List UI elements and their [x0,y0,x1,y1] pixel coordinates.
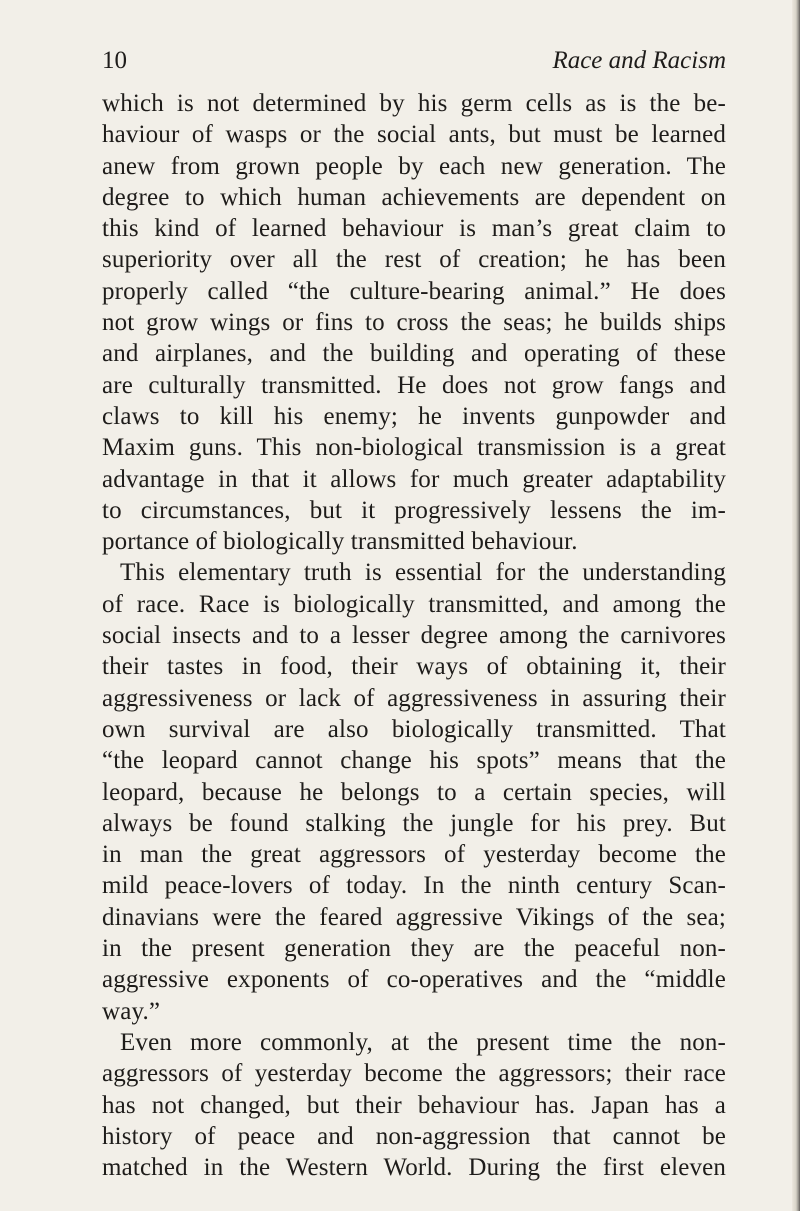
page-number: 10 [102,47,127,74]
text-line: superiority over all the rest of creation; he has been [102,246,726,274]
text-line: dinavians were the feared aggressive Vikings of the sea; [102,903,726,931]
text-line: Maxim guns. This non-biological transmission is a great [102,434,726,462]
paragraph-3 [102,1027,726,1183]
text-line: in man the great aggressors of yesterday become the [102,841,726,869]
text-line: to circumstances, but it progressively lessens the im- [102,496,726,524]
text-line: Even more commonly, at the present time the non- [120,1028,726,1056]
text-line: in the present generation they are the peaceful non- [102,935,726,963]
text-line: haviour of wasps or the social ants, but must be learned [102,121,726,149]
text-line: properly called “the culture-bearing animal.” He does [102,277,726,305]
text-line: and airplanes, and the building and operating of these [102,340,726,368]
text-line: own survival are also biologically transmitted. That [102,715,726,743]
text-line: anew from grown people by each new generation. The [102,152,726,180]
text-line: advantage in that it allows for much greater adaptability [102,465,726,493]
body-text [102,88,726,1183]
text-line: degree to which human achievements are dependent on [102,183,726,211]
paragraph-1 [102,88,726,557]
text-line: aggressive exponents of co-operatives and the “middle [102,966,726,994]
text-line: always be found stalking the jungle for his prey. But [102,809,726,837]
text-line: portance of biologically transmitted behaviour. [102,528,578,556]
text-line: matched in the Western World. During the first eleven [102,1154,726,1182]
text-line: social insects and to a lesser degree among the carnivores [102,622,726,650]
text-line: not grow wings or fins to cross the seas; he builds ships [102,309,726,337]
text-line: This elementary truth is essential for the understanding [120,559,726,587]
page-edge-shadow [792,0,800,1211]
text-line: are culturally transmitted. He does not grow fangs and [102,371,726,399]
text-line: which is not determined by his germ cells as is the be- [102,90,726,117]
text-line: mild peace-lovers of today. In the ninth century Scan- [102,872,726,900]
running-head [102,44,726,78]
text-line: aggressiveness or lack of aggressiveness in assuring their [102,684,726,712]
text-line: leopard, because he belongs to a certain species, will [102,778,726,806]
text-line: their tastes in food, their ways of obtaining it, their [102,653,726,681]
text-line: this kind of learned behaviour is man’s great claim to [102,215,726,243]
text-line: aggressors of yesterday become the aggressors; their race [102,1060,726,1088]
text-line: way.” [102,997,161,1025]
paragraph-2 [102,557,726,1026]
text-line: has not changed, but their behaviour has. Japan has a [102,1091,726,1119]
text-line: “the leopard cannot change his spots” means that the [102,747,726,775]
text-line: history of peace and non-aggression that cannot be [102,1122,726,1150]
running-title: Race and Racism [552,47,726,74]
text-line: claws to kill his enemy; he invents gunpowder and [102,402,726,430]
text-line: of race. Race is biologically transmitted, and among the [102,590,726,618]
